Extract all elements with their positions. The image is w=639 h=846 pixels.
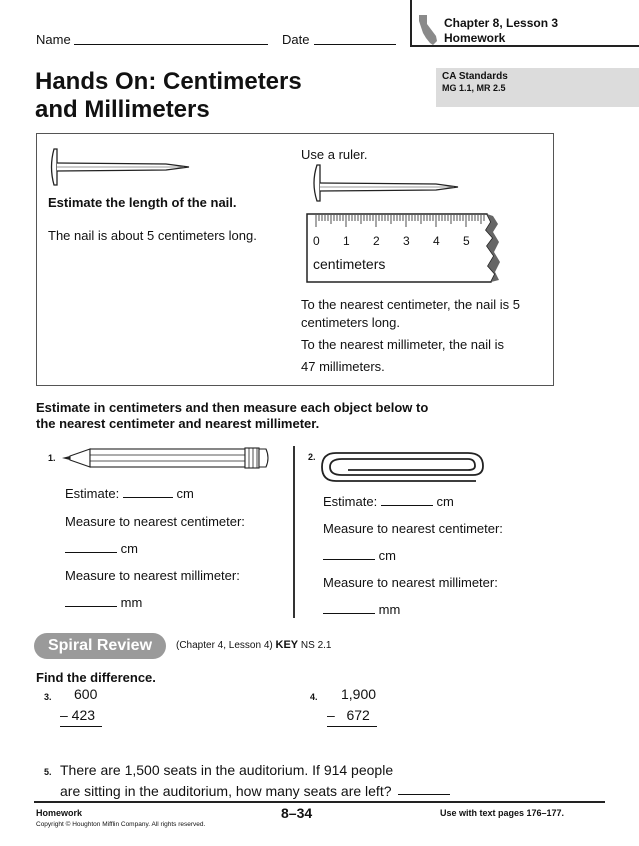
footer-copyright: Copyright © Houghton Mifflin Company. All rights reserved. [36, 821, 206, 828]
footer-homework: Homework [36, 808, 83, 818]
page-title [35, 68, 302, 124]
standards-label: CA Standards [442, 71, 508, 82]
problem-3-number: 3. [44, 692, 52, 702]
problem-3-bottom: – 423 [60, 707, 96, 723]
cm-blank[interactable] [65, 552, 117, 553]
problems-divider [293, 446, 295, 618]
problem-1-estimate [65, 486, 194, 501]
problem-3-top: 600 [74, 686, 98, 702]
cm-unit: cm [120, 541, 138, 556]
footer-text-pages: Use with text pages 176–177. [440, 808, 565, 818]
problem-5-answer-line[interactable] [398, 794, 450, 795]
nearest-cm-line1: To the nearest centimeter, the nail is 5 [301, 297, 520, 312]
estimate-label: Estimate: [323, 494, 378, 509]
spiral-chapter-ref: (Chapter 4, Lesson 4) [176, 640, 273, 651]
spiral-review-badge: Spiral Review [34, 633, 166, 659]
problem-4-bottom: – 672 [327, 707, 370, 723]
estimate-heading: Estimate the length of the nail. [48, 195, 237, 210]
ruler-labels [305, 212, 501, 286]
page-number: 8–34 [281, 805, 313, 821]
instructions-line1: Estimate in centimeters and then measure each object below to [36, 400, 429, 415]
problem-1-cm-label: Measure to nearest centimeter: [65, 514, 245, 529]
difference-heading: Find the difference. [36, 670, 156, 685]
standards-box [436, 68, 639, 107]
cm-blank[interactable] [323, 559, 375, 560]
ruler-tick-5: 5 [463, 234, 470, 248]
cm-unit: cm [378, 548, 396, 563]
mm-blank[interactable] [323, 613, 375, 614]
estimate-label: Estimate: [65, 486, 120, 501]
problem-2-number: 2. [308, 452, 316, 462]
pencil-icon [60, 446, 274, 470]
standards-codes: MG 1.1, MR 2.5 [442, 83, 506, 93]
paper-clip-icon [318, 448, 488, 484]
problem-4-answer-line [327, 726, 377, 727]
problem-5-line2: are sitting in the auditorium, how many seats are left? [60, 783, 392, 799]
estimate-unit: cm [176, 486, 194, 501]
problem-5-line1: There are 1,500 seats in the auditorium. If 914 people [60, 762, 394, 778]
estimate-unit: cm [436, 494, 454, 509]
ruler-tick-4: 4 [433, 234, 440, 248]
ruler-tick-2: 2 [373, 234, 380, 248]
estimate-text: The nail is about 5 centimeters long. [48, 228, 257, 243]
ruler-tick-1: 1 [343, 234, 350, 248]
spiral-key: KEY [275, 639, 299, 651]
header-divider [410, 0, 412, 46]
problem-1-mm-label: Measure to nearest millimeter: [65, 568, 240, 583]
problem-5-text [60, 760, 393, 802]
problem-2-estimate [323, 494, 454, 509]
title-line-1: Hands On: Centimeters [35, 68, 302, 95]
problem-2-mm-label: Measure to nearest millimeter: [323, 575, 498, 590]
header-underline [410, 45, 639, 47]
name-label: Name [36, 32, 71, 47]
date-field[interactable] [314, 44, 396, 45]
problem-3-answer-line [60, 726, 102, 727]
footer-rule [34, 801, 605, 803]
problem-2-cm-label: Measure to nearest centimeter: [323, 521, 503, 536]
estimate-blank[interactable] [123, 497, 173, 498]
instructions-line2: the nearest centimeter and nearest millimeter. [36, 416, 320, 431]
use-ruler-text: Use a ruler. [301, 147, 368, 162]
name-field[interactable] [74, 44, 268, 45]
nearest-cm-line2: centimeters long. [301, 315, 400, 330]
problem-1-mm-answer [65, 595, 142, 610]
date-label: Date [282, 32, 310, 47]
nail-on-ruler-icon [308, 162, 464, 204]
problem-1-cm-answer [65, 541, 138, 556]
nearest-mm-line2: 47 millimeters. [301, 359, 385, 374]
ruler-tick-3: 3 [403, 234, 410, 248]
california-map-icon [417, 14, 439, 46]
problem-4-number: 4. [310, 692, 318, 702]
ruler-unit-label: centimeters [313, 256, 386, 272]
homework-label: Homework [444, 31, 506, 45]
ruler-tick-0: 0 [313, 234, 320, 248]
chapter-lesson: Chapter 8, Lesson 3 [444, 16, 559, 30]
mm-blank[interactable] [65, 606, 117, 607]
problem-1-number: 1. [48, 453, 56, 463]
title-line-2: and Millimeters [35, 96, 210, 123]
problem-2-mm-answer [323, 602, 400, 617]
spiral-reference [176, 639, 331, 651]
nail-icon [46, 146, 194, 188]
spiral-standard: NS 2.1 [300, 640, 332, 651]
mm-unit: mm [378, 602, 401, 617]
problem-4-top: 1,900 [341, 686, 377, 702]
problem-2-cm-answer [323, 548, 396, 563]
nearest-mm-line1: To the nearest millimeter, the nail is [301, 337, 505, 352]
mm-unit: mm [120, 595, 143, 610]
problem-5-number: 5. [44, 767, 52, 777]
estimate-blank[interactable] [381, 505, 433, 506]
